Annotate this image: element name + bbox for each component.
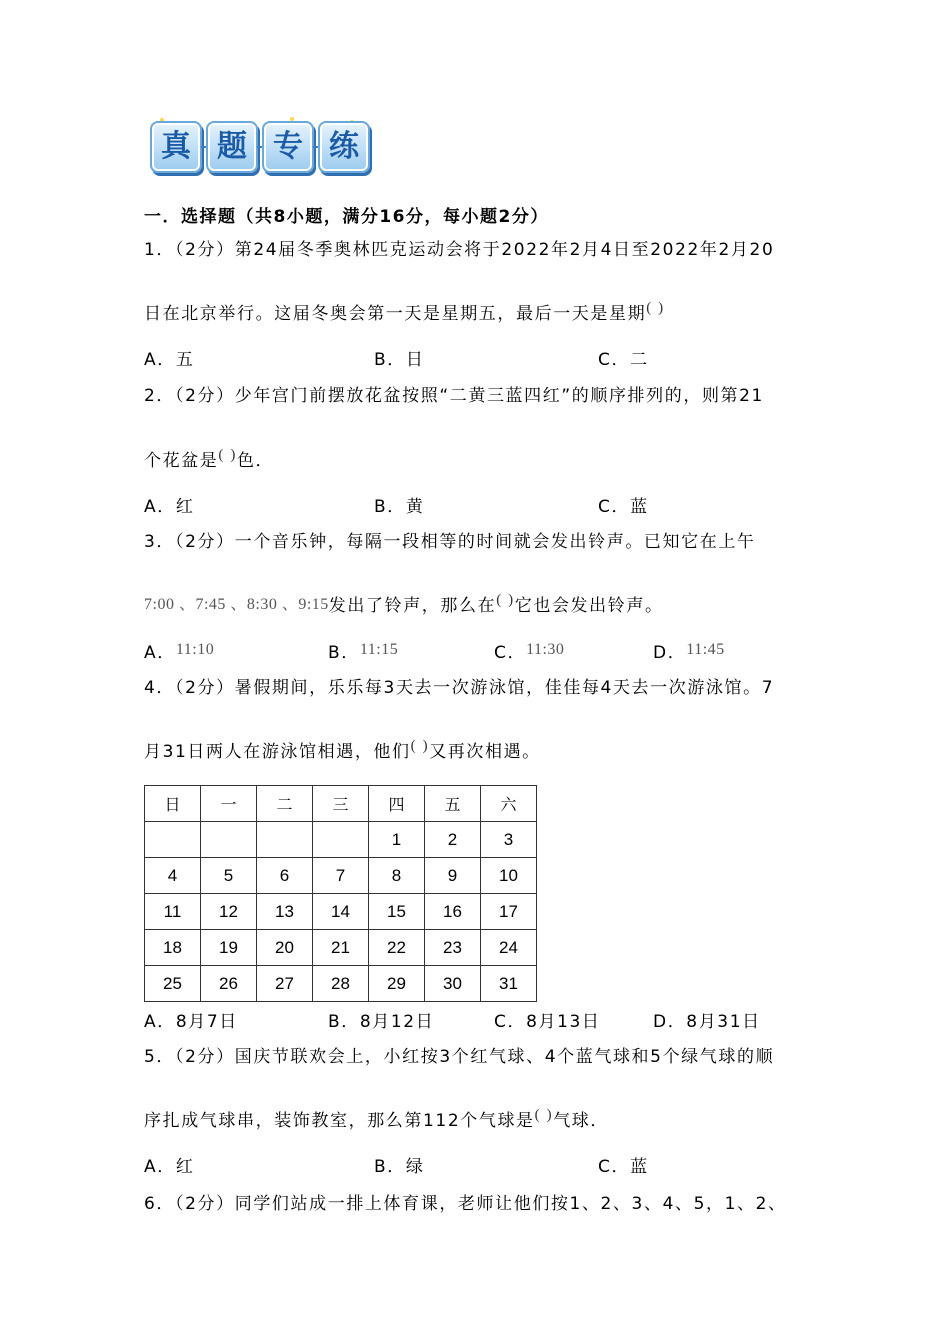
banner-char-1: 真 <box>150 121 202 173</box>
q2-option-b: B．黄 <box>374 497 425 517</box>
calendar-cell: 31 <box>481 966 537 1002</box>
calendar-table <box>144 785 537 1002</box>
calendar-cell: 7 <box>313 858 369 894</box>
q3-option-d: D．11:45 <box>653 641 725 663</box>
q3-option-c: C．11:30 <box>494 641 565 663</box>
calendar-row <box>145 930 537 966</box>
calendar-header-row <box>145 786 537 822</box>
weekday-header: 四 <box>369 786 425 822</box>
answer-blank: ( ) <box>496 592 515 608</box>
calendar-cell: 16 <box>425 894 481 930</box>
calendar-cell: 1 <box>369 822 425 858</box>
banner-char-3: 专 <box>262 121 314 173</box>
q4-option-a: A．8月7日 <box>144 1012 238 1032</box>
calendar-cell: 8 <box>369 858 425 894</box>
calendar-cell: 4 <box>145 858 201 894</box>
calendar-cell: 12 <box>201 894 257 930</box>
calendar-cell: 17 <box>481 894 537 930</box>
calendar-cell: 21 <box>313 930 369 966</box>
calendar-cell: 9 <box>425 858 481 894</box>
banner-char-4: 练 <box>318 121 370 173</box>
calendar-cell: 23 <box>425 930 481 966</box>
calendar-cell: 14 <box>313 894 369 930</box>
q1-line2: 日在北京举行。这届冬奥会第一天是星期五，最后一天是星期( ) <box>144 303 665 326</box>
calendar-cell: 24 <box>481 930 537 966</box>
weekday-header: 六 <box>481 786 537 822</box>
q3-option-a: A．11:10 <box>144 641 215 663</box>
q1-option-b: B．日 <box>374 350 425 370</box>
calendar-cell: 2 <box>425 822 481 858</box>
section-heading: 一．选择题（共8小题，满分16分，每小题2分） <box>144 207 549 227</box>
banner-char-2: 题 <box>206 121 258 173</box>
calendar-cell: 30 <box>425 966 481 1002</box>
calendar-cell: 18 <box>145 930 201 966</box>
weekday-header: 三 <box>313 786 369 822</box>
answer-blank: ( ) <box>218 447 237 463</box>
q3-times: 7:00 、7:45 、8:30 、9:15 <box>144 596 329 613</box>
calendar-cell: 27 <box>257 966 313 1002</box>
calendar-cell: 11 <box>145 894 201 930</box>
calendar-cell: 15 <box>369 894 425 930</box>
q2-line1: 2．（2分）少年宫门前摆放花盆按照“二黄三蓝四红”的顺序排列的，则第21 <box>144 386 764 406</box>
q5-option-b: B．绿 <box>374 1157 425 1177</box>
calendar-cell: 10 <box>481 858 537 894</box>
q1-option-a: A．五 <box>144 350 195 370</box>
weekday-header: 二 <box>257 786 313 822</box>
calendar-cell: 22 <box>369 930 425 966</box>
q3-line2: 7:00 、7:45 、8:30 、9:15发出了铃声，那么在( )它也会发出铃声。 <box>144 595 664 618</box>
weekday-header: 五 <box>425 786 481 822</box>
calendar-cell <box>145 822 201 858</box>
q5-line2: 序扎成气球串，装饰教室，那么第112个气球是( )气球． <box>144 1110 609 1133</box>
calendar-cell <box>201 822 257 858</box>
calendar-cell: 13 <box>257 894 313 930</box>
answer-blank: ( ) <box>534 1107 554 1123</box>
calendar-cell: 3 <box>481 822 537 858</box>
q6-line1: 6．（2分）同学们站成一排上体育课，老师让他们按1、2、3、4、5，1、2、 <box>144 1194 787 1214</box>
calendar-cell: 26 <box>201 966 257 1002</box>
q5-option-c: C．蓝 <box>598 1157 649 1177</box>
q5-option-a: A．红 <box>144 1157 195 1177</box>
q5-line1: 5．（2分）国庆节联欢会上，小红按3个红气球、4个蓝气球和5个绿气球的顺 <box>144 1047 775 1067</box>
weekday-header: 日 <box>145 786 201 822</box>
q4-line2: 月31日两人在游泳馆相遇，他们( )又再次相遇。 <box>144 741 541 764</box>
calendar-cell: 20 <box>257 930 313 966</box>
calendar-cell <box>257 822 313 858</box>
q2-line2: 个花盆是( )色． <box>144 450 274 473</box>
q4-option-b: B．8月12日 <box>328 1012 435 1032</box>
answer-blank: ( ) <box>646 300 665 316</box>
q3-option-b: B．11:15 <box>328 641 399 663</box>
calendar-row <box>145 966 537 1002</box>
calendar-row <box>145 894 537 930</box>
q1-option-c: C．二 <box>598 350 649 370</box>
weekday-header: 一 <box>201 786 257 822</box>
calendar-row <box>145 858 537 894</box>
calendar-row <box>145 822 537 858</box>
calendar-cell: 29 <box>369 966 425 1002</box>
calendar-cell: 19 <box>201 930 257 966</box>
calendar-cell <box>313 822 369 858</box>
calendar-cell: 5 <box>201 858 257 894</box>
q2-option-a: A．红 <box>144 497 195 517</box>
calendar-cell: 6 <box>257 858 313 894</box>
q2-option-c: C．蓝 <box>598 497 649 517</box>
q4-option-d: D．8月31日 <box>653 1012 761 1032</box>
answer-blank: ( ) <box>410 738 430 754</box>
q4-option-c: C．8月13日 <box>494 1012 601 1032</box>
q3-line1: 3．（2分）一个音乐钟，每隔一段相等的时间就会发出铃声。已知它在上午 <box>144 532 756 552</box>
calendar-cell: 25 <box>145 966 201 1002</box>
calendar-cell: 28 <box>313 966 369 1002</box>
q4-line1: 4．（2分）暑假期间，乐乐每3天去一次游泳馆，佳佳每4天去一次游泳馆。7 <box>144 678 775 698</box>
q1-line1: 1．（2分）第24届冬季奥林匹克运动会将于2022年2月4日至2022年2月20 <box>144 240 775 260</box>
